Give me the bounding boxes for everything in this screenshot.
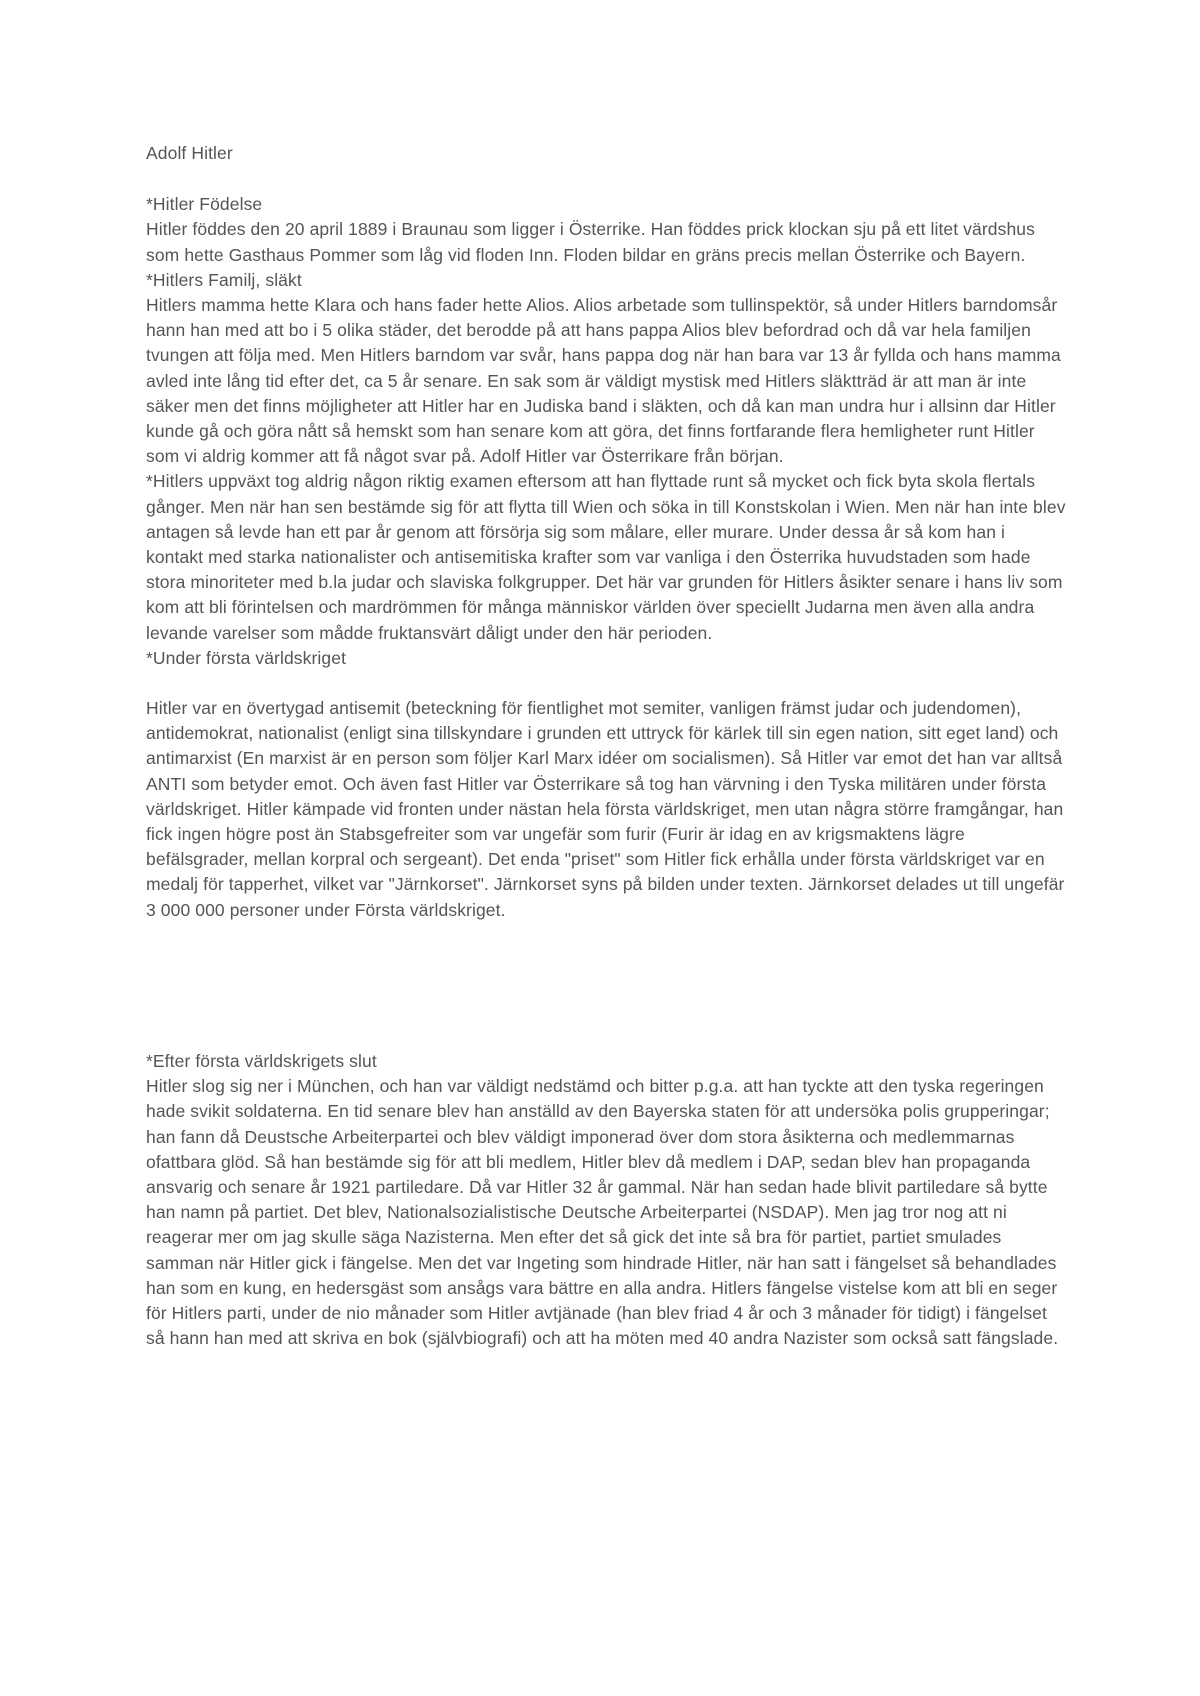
document-title: Adolf Hitler: [146, 143, 233, 163]
section-text-family: Hitlers mamma hette Klara och hans fader hette Alios. Alios arbetade som tullinspektör, så under Hitlers barndomsår hann han med att bo i 5 olika städer, det berodde på att hans pappa Alios blev befordrad och då var hela familjen tvungen att följa med. Men Hitlers barndom var svår, hans pappa dog när han bara var 13 år fyllda och hans mamma avled inte lång tid efter det, ca 5 år senare. En sak som är väldigt mystisk med Hitlers släktträd är att man är inte säker men det finns möjligheter att Hitler har en Judiska band i släkten, och då kan man undra hur i allsinn dar Hitler kunde gå och göra nått så hemskt som han senare kom att göra, det finns fortfarande flera hemligheter runt Hitler som vi aldrig kommer att få något svar på. Adolf Hitler var Österrikare från början.: [146, 295, 1066, 467]
spacer: [146, 923, 1066, 1049]
section-text-ww1: Hitler var en övertygad antisemit (beteckning för fientlighet mot semiter, vanligen främst judar och judendomen), antidemokrat, nationalist (enligt sina tillskyndare i grunden ett uttryck för kärlek till sin egen nation, sitt eget land) och antimarxist (En marxist är en person som följer Karl Marx idéer om socialismen). Så Hitler var emot det han var alltså ANTI som betyder emot. Och även fast Hitler var Österrikare så tog han värvning i den Tyska militären under första världskriget. Hitler kämpade vid fronten under nästan hela första världskriget, men utan några större framgångar, han fick ingen högre post än Stabsgefreiter som var ungefär som furir (Furir är idag en av krigsmaktens lägre befälsgrader, mellan korpral och sergeant). Det enda "priset" som Hitler fick erhålla under första världskriget var en medalj för tapperhet, vilket var "Järnkorset". Järnkorset syns på bilden under texten. Järnkorset delades ut till ungefär 3 000 000 personer under Första världskriget.: [146, 698, 1070, 920]
section-heading-birth: *Hitler Födelse: [146, 194, 263, 215]
section-heading-ww1: *Under första världskriget: [146, 647, 347, 668]
section-text-upbringing: *Hitlers uppväxt tog aldrig någon riktig examen eftersom att han flyttade runt så mycket och fick byta skola flertals gånger. Men när han sen bestämde sig för att flytta till Wien och söka in till Konstskolan i Wien. Men när han inte blev antagen så levde han ett par år genom att försörja sig som målare, eller murare. Under dessa år så kom han i kontakt med starka nationalister och antisemitiska krafter som var vanliga i den Österrika huvudstaden som hade stora minoriteter med b.la judar och slaviska folkgrupper. Det här var grunden för Hitlers åsikter senare i hans liv som kom att bli förintelsen och mardrömmen för många människor världen över speciellt Judarna men även alla andra levande varelser som mådde fruktansvärt dåligt under den här perioden.: [146, 471, 1071, 643]
section-text-after-ww1: Hitler slog sig ner i München, och han var väldigt nedstämd och bitter p.g.a. att han tyckte att den tyska regeringen hade svikit soldaterna. En tid senare blev han anställd av den Bayerska staten för att undersöka polis grupperingar; han fann då Deustsche Arbeiterpartei och blev väldigt imponerad över dom stora åsikterna och medlemmarnas ofattbara glöd. Så han bestämde sig för att bli medlem, Hitler blev då medlem i DAP, sedan blev han propaganda ansvarig och senare år 1921 partiledare. Då var Hitler 32 år gammal. När han sedan hade blivit partiledare så bytte han namn på partiet. Det blev, Nationalsozialistische Deutsche Arbeiterpartei (NSDAP). Men jag tror nog att ni reagerar mer om jag skulle säga Nazisterna. Men efter det så gick det inte så bra för partiet, partiet smulades samman när Hitler gick i fängelse. Men det var Ingeting som hindrade Hitler, när han satt i fängelset så behandlades han som en kung, en hedersgäst som ansågs vara bättre en alla andra. Hitlers fängelse vistelse kom att bli en seger för Hitlers parti, under de nio månader som Hitler avtjänade (han blev friad 4 år och 3 månader för tidigt) i fängelset så hann han med att skriva en bok (självbiografi) och att ha möten med 40 andra Nazister som också satt fängslade.: [146, 1076, 1063, 1349]
document-page: [146, 141, 1071, 1351]
section-heading-family: *Hitlers Familj, släkt: [146, 269, 302, 290]
section-text-birth: Hitler föddes den 20 april 1889 i Braunau som ligger i Österrike. Han föddes prick klockan sju på ett litet värdshus som hette Gasthaus Pommer som låg vid floden Inn. Floden bildar en gräns precis mellan Österrike och Bayern.: [146, 219, 1040, 265]
spacer: [146, 166, 1066, 192]
spacer: [146, 671, 1066, 696]
section-heading-after-ww1: *Efter första världskrigets slut: [146, 1050, 377, 1071]
